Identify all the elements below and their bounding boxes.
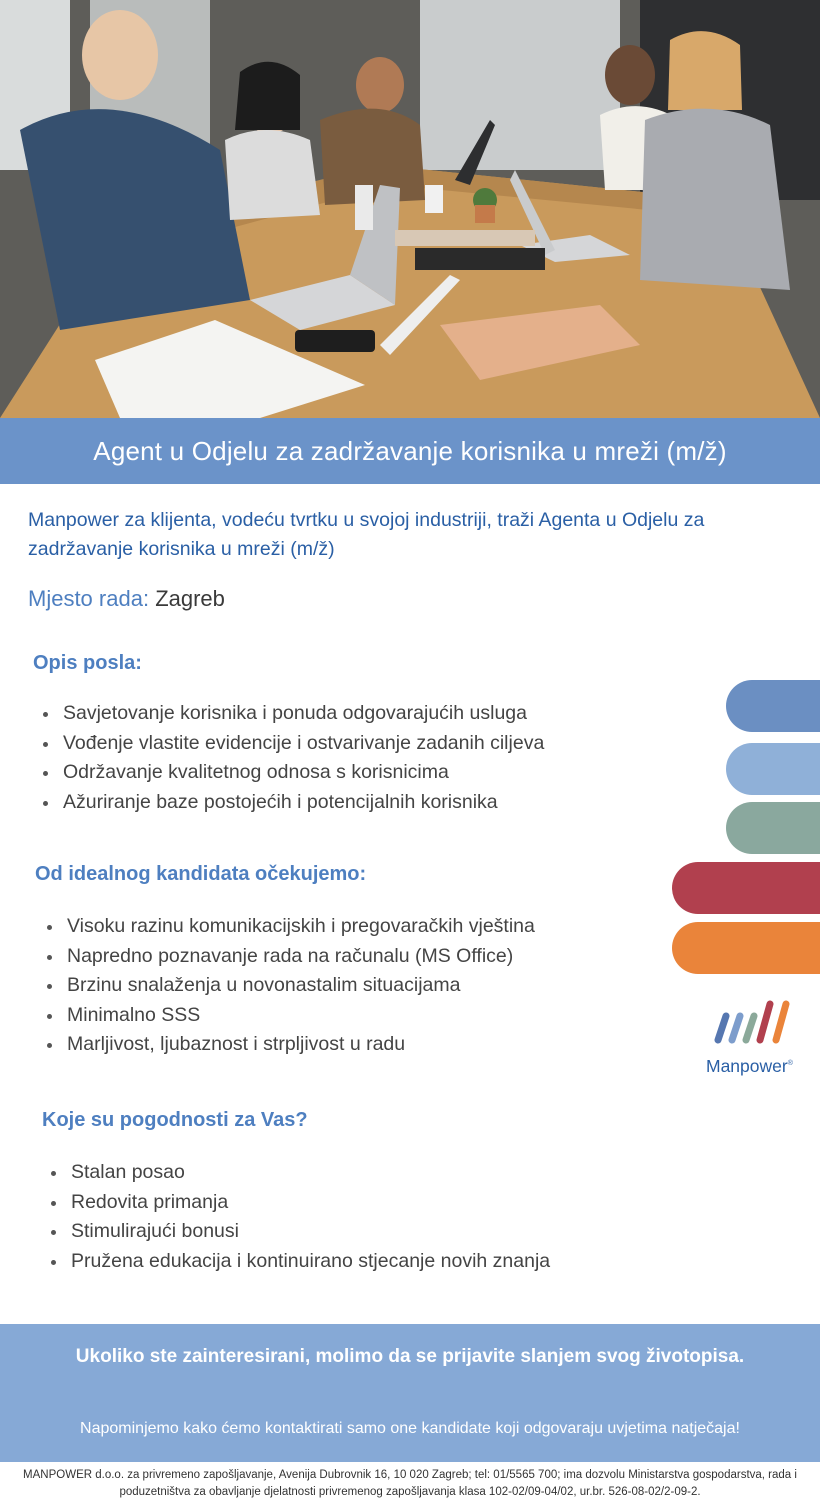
list-item: Vođenje vlastite evidencije i ostvarivanje zadanih ciljeva xyxy=(37,729,544,759)
apply-banner xyxy=(0,1324,820,1462)
brand-stripe-light-blue xyxy=(726,743,820,795)
benefits-heading: Koje su pogodnosti za Vas? xyxy=(42,1109,308,1131)
manpower-logo-icon xyxy=(700,996,810,1052)
list-item: Stimulirajući bonusi xyxy=(45,1217,550,1247)
contact-note: Napominjemo kako ćemo kontaktirati samo one kandidate koji odgovaraju uvjetima natječaja! xyxy=(80,1420,740,1437)
location-label: Mjesto rada: xyxy=(28,586,150,611)
list-item: Napredno poznavanje rada na računalu (MS Office) xyxy=(41,942,535,972)
hero-photo xyxy=(0,0,820,418)
apply-message: Ukoliko ste zainteresirani, molimo da se prijavite slanjem svog životopisa. xyxy=(75,1346,745,1367)
legal-footer: MANPOWER d.o.o. za privremeno zapošljavanje, Avenija Dubrovnik 16, 10 020 Zagreb; tel: 01/5565 700; ima dozvolu Ministarstva gospodarstva, rada i poduzetništva za obavljanje djelatnosti privremenog zapošljavanja klasa 102-02/09-04/02, ur.br. 526-08-02/2-09-2. xyxy=(23,1469,797,1498)
brand-name: Manpower® xyxy=(706,1056,793,1076)
list-item: Brzinu snalaženja u novonastalim situacijama xyxy=(41,971,535,1001)
requirements-heading: Od idealnog kandidata očekujemo: xyxy=(35,863,367,885)
list-item: Visoku razinu komunikacijskih i pregovaračkih vještina xyxy=(41,912,535,942)
benefits-list xyxy=(45,1158,550,1276)
list-item: Stalan posao xyxy=(45,1158,550,1188)
job-title: Agent u Odjelu za zadržavanje korisnika u mreži (m/ž) xyxy=(93,435,727,466)
office-team-photo-icon xyxy=(0,0,820,418)
intro-text: Manpower za klijenta, vodeću tvrtku u svojoj industriji, traži Agenta u Odjelu za zadržavanje korisnika u mreži (m/ž) xyxy=(28,509,705,560)
title-banner xyxy=(0,418,820,484)
list-item: Pružena edukacija i kontinuirano stjecanje novih znanja xyxy=(45,1247,550,1277)
job-description-heading: Opis posla: xyxy=(33,652,142,674)
brand-stripe-red xyxy=(672,862,820,914)
brand-stripe-blue xyxy=(726,680,820,732)
brand-stripe-green xyxy=(726,802,820,854)
list-item: Ažuriranje baze postojećih i potencijalnih korisnika xyxy=(37,788,544,818)
list-item: Marljivost, ljubaznost i strpljivost u radu xyxy=(41,1030,535,1060)
brand-stripe-orange xyxy=(672,922,820,974)
manpower-logo xyxy=(700,996,810,1082)
work-location xyxy=(28,586,225,612)
list-item: Redovita primanja xyxy=(45,1188,550,1218)
list-item: Minimalno SSS xyxy=(41,1001,535,1031)
list-item: Savjetovanje korisnika i ponuda odgovarajućih usluga xyxy=(37,699,544,729)
list-item: Održavanje kvalitetnog odnosa s korisnicima xyxy=(37,758,544,788)
job-description-list xyxy=(37,699,544,817)
location-value: Zagreb xyxy=(155,586,225,611)
brand-name-text: Manpower xyxy=(706,1056,788,1076)
requirements-list xyxy=(41,912,535,1060)
